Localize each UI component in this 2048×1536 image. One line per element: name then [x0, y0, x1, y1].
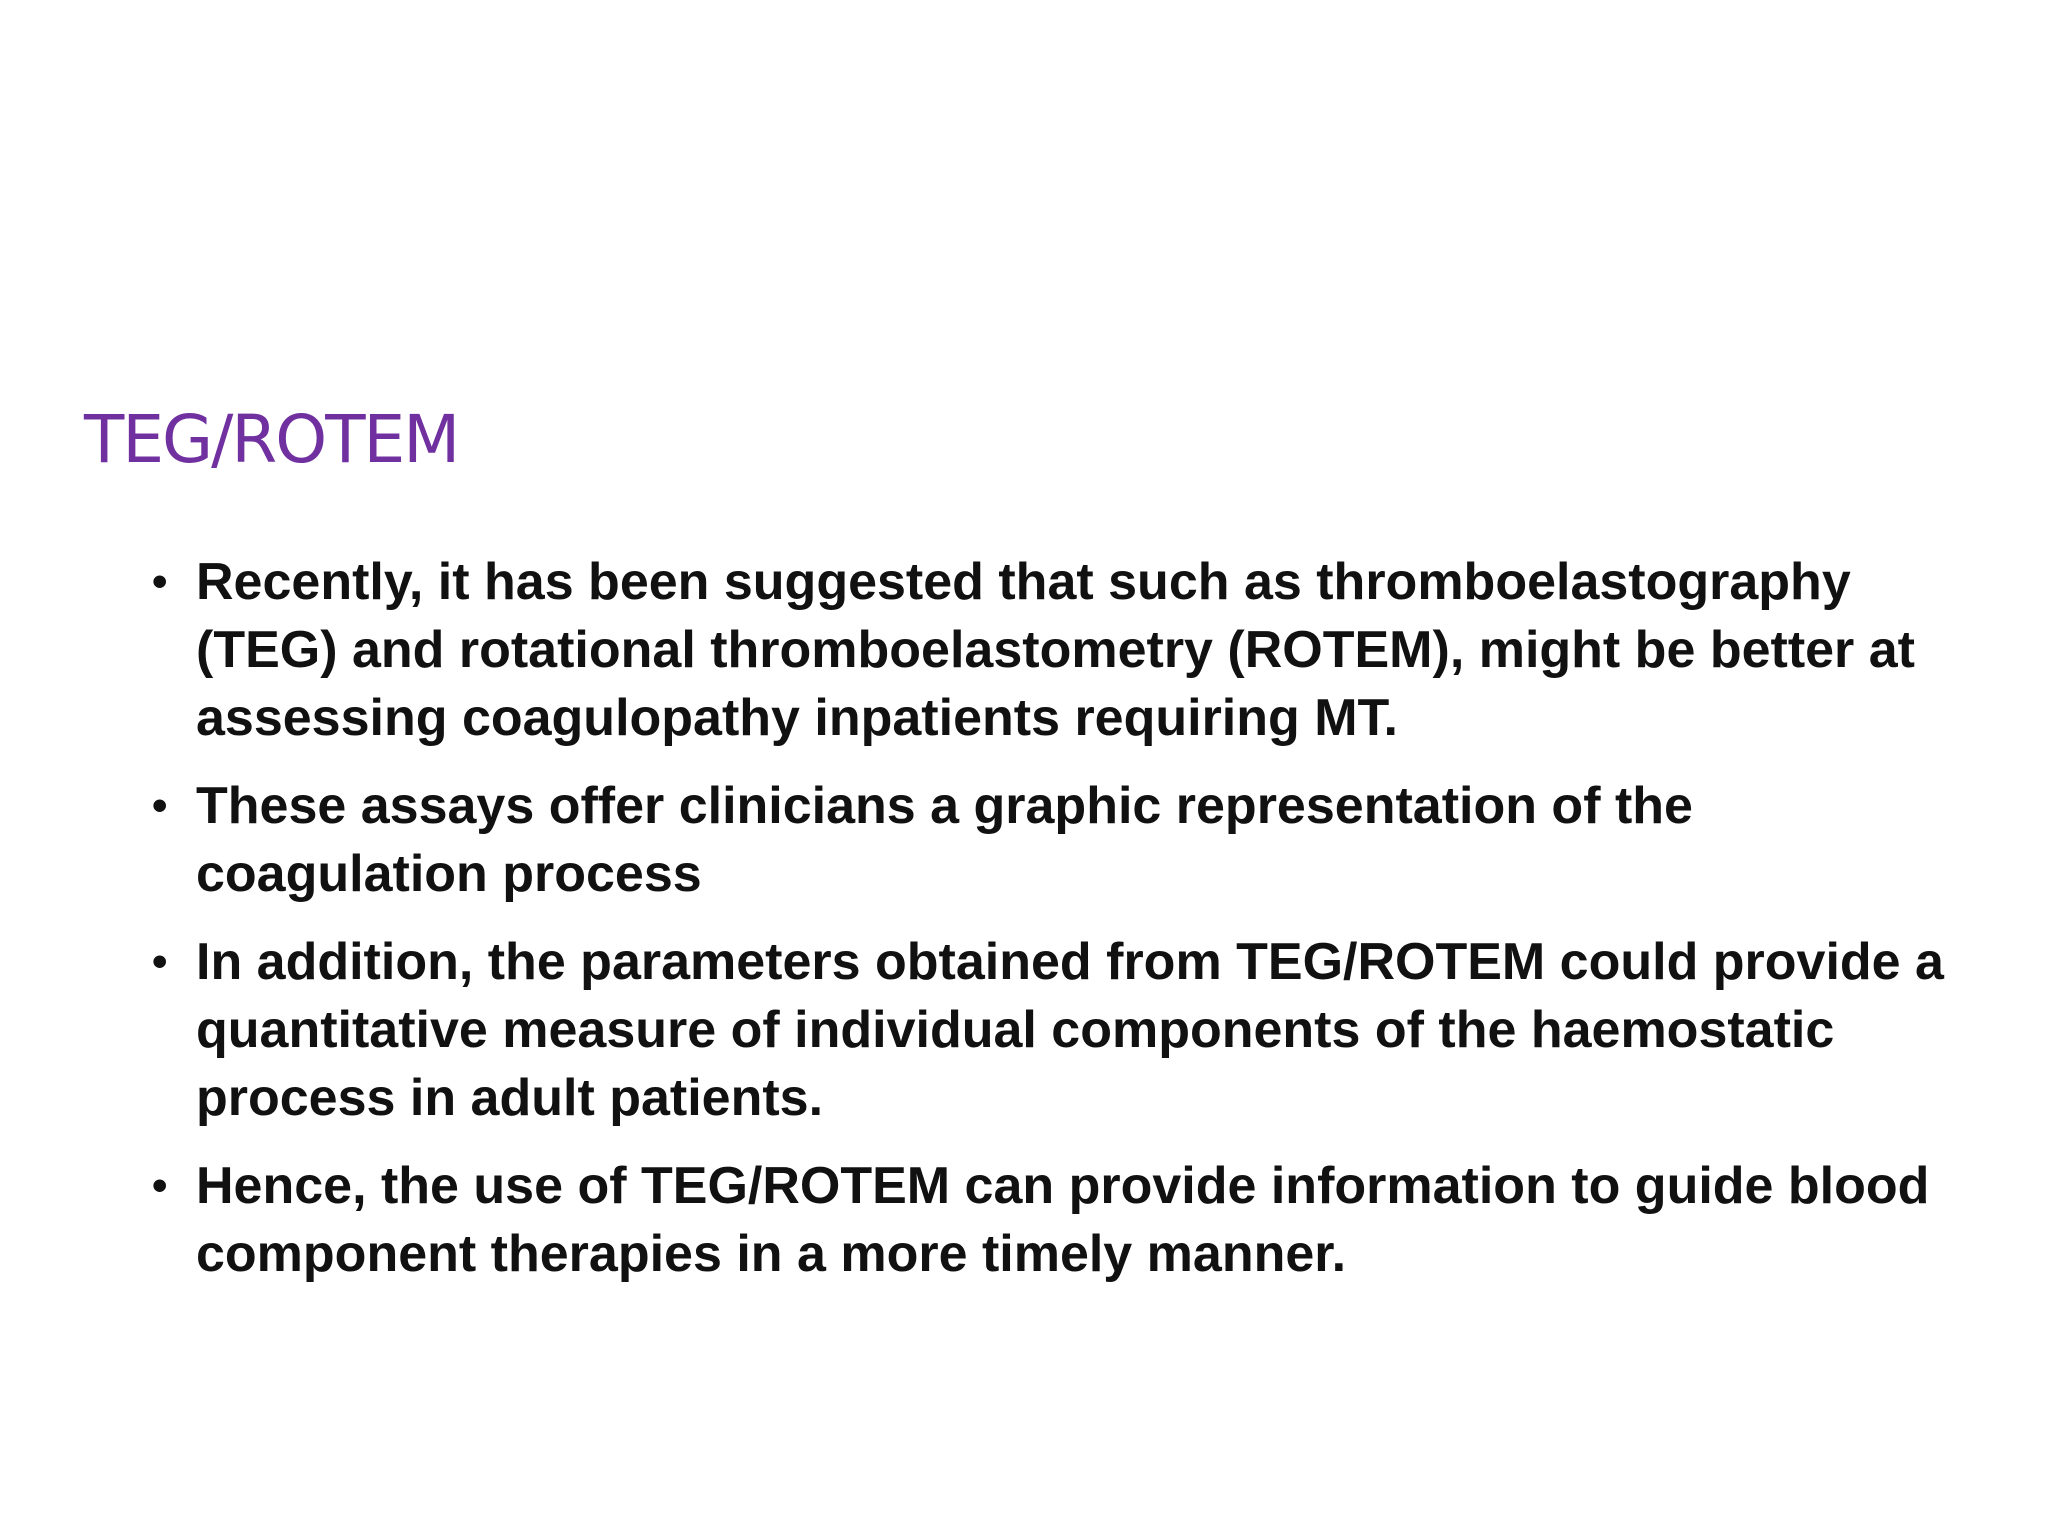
bullet-dot-icon: • — [152, 781, 168, 830]
bullet-item — [152, 1152, 1972, 1288]
bullet-text: Recently, it has been suggested that such as thromboelastography (TEG) and rotational thromboelastometry (ROTEM), might be better at assessing coagulopathy inpatients requiring MT. — [196, 553, 1915, 747]
bullet-item — [152, 928, 1972, 1132]
slide-title: TEG/ROTEM — [84, 401, 459, 478]
bullet-text: These assays offer clinicians a graphic representation of the coagulation process — [196, 777, 1693, 903]
bullet-dot-icon: • — [152, 937, 168, 986]
bullet-dot-icon: • — [152, 1161, 168, 1210]
bullet-dot-icon: • — [152, 557, 168, 606]
bullet-list — [152, 548, 1972, 1308]
bullet-item — [152, 548, 1972, 752]
bullet-text: Hence, the use of TEG/ROTEM can provide information to guide blood component therapies in a more timely manner. — [196, 1157, 1930, 1283]
bullet-text: In addition, the parameters obtained from TEG/ROTEM could provide a quantitative measure of individual components of the haemostatic process in adult patients. — [196, 933, 1944, 1127]
bullet-item — [152, 772, 1972, 908]
